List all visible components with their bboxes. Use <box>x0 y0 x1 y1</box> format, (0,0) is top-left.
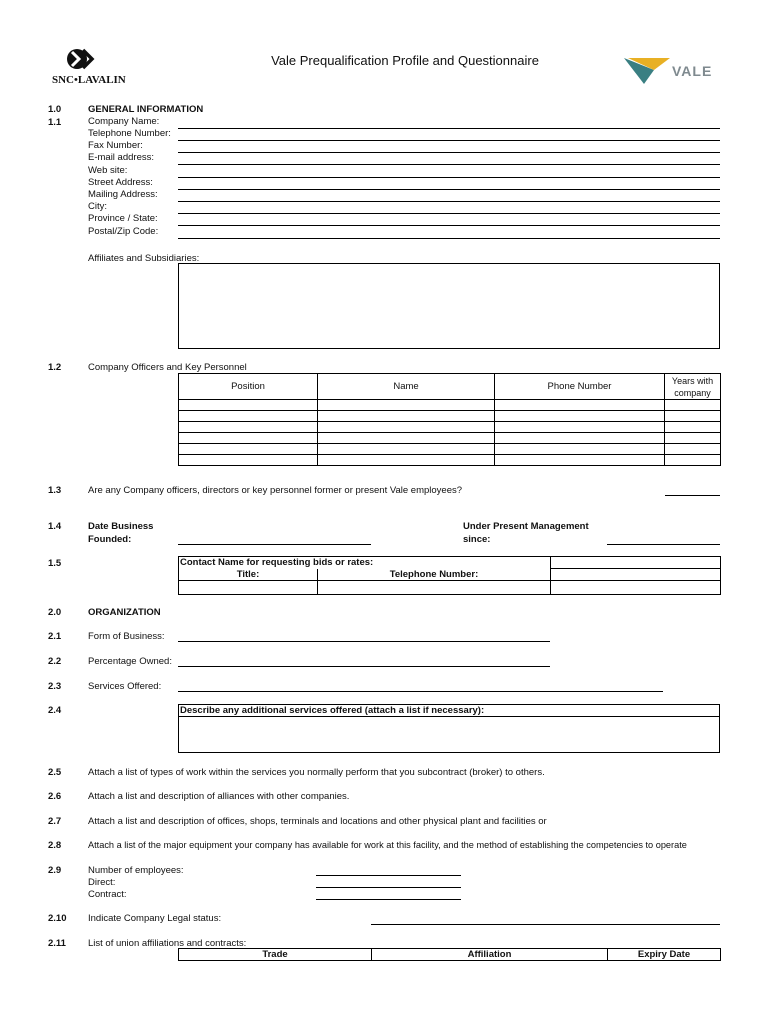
fax-field[interactable] <box>178 152 720 153</box>
field-label-email: E-mail address: <box>88 152 154 163</box>
question-text: Attach a list and description of alliances with other companies. <box>88 791 350 802</box>
column-header: Affiliation <box>372 949 608 961</box>
additional-services-box[interactable] <box>178 704 720 753</box>
table-row[interactable] <box>179 455 721 466</box>
officers-table <box>178 373 721 466</box>
section-number: 2.1 <box>48 631 62 642</box>
table-cell[interactable] <box>179 455 318 466</box>
section-number: 2.6 <box>48 791 62 802</box>
field-label-telephone: Telephone Number: <box>88 128 171 139</box>
contact-phone-field[interactable] <box>318 581 551 595</box>
table-header-row <box>179 374 721 400</box>
vale-logo <box>624 54 724 88</box>
direct-label: Direct: <box>88 877 116 888</box>
contact-name-field[interactable] <box>551 557 721 569</box>
section-number: 1.4 <box>48 521 62 532</box>
employees-label: Number of employees: <box>88 865 184 876</box>
question-text: Attach a list of types of work within the services you normally perform that you subcontract (broker) to others. <box>88 767 545 778</box>
date-business-label: Date Business <box>88 521 154 532</box>
phone-label: Telephone Number: <box>318 569 551 581</box>
section-number: 1.1 <box>48 117 62 128</box>
question-text: Form of Business: <box>88 631 165 642</box>
legal-status-field[interactable] <box>371 924 720 925</box>
question-text: Percentage Owned: <box>88 656 172 667</box>
question-text: Are any Company officers, directors or key personnel former or present Vale employees? <box>88 485 463 496</box>
former-employees-field[interactable] <box>665 495 720 496</box>
contact-table <box>178 556 721 595</box>
section-number: 2.3 <box>48 681 62 692</box>
snc-lavalin-logo <box>52 47 126 89</box>
table-row[interactable] <box>179 444 721 455</box>
table-row <box>179 569 721 581</box>
table-row[interactable] <box>179 400 721 411</box>
table-cell[interactable] <box>665 433 721 444</box>
table-cell[interactable] <box>179 422 318 433</box>
section-number: 2.9 <box>48 865 62 876</box>
section-number: 2.10 <box>48 913 67 924</box>
question-text: Attach a list and description of offices, shops, terminals and locations and other physical plant and facilities or <box>88 816 547 827</box>
mailing-address-field[interactable] <box>178 201 720 202</box>
form-of-business-field[interactable] <box>178 641 550 642</box>
section-number: 2.11 <box>48 938 66 949</box>
since-label: since: <box>463 534 491 545</box>
field-label-website: Web site: <box>88 165 128 176</box>
column-header: Name <box>318 374 495 400</box>
table-row <box>179 557 721 569</box>
table-cell[interactable] <box>665 422 721 433</box>
vale-v-icon <box>624 54 674 86</box>
field-label-company-name: Company Name: <box>88 116 160 127</box>
section-number: 2.8 <box>48 840 62 851</box>
column-header: Expiry Date <box>608 949 721 961</box>
vale-logo-text: VALE <box>672 63 713 79</box>
employees-total-field[interactable] <box>316 875 461 876</box>
services-offered-field[interactable] <box>178 691 663 692</box>
website-field[interactable] <box>178 177 720 178</box>
page-title: Vale Prequalification Profile and Questionnaire <box>271 53 539 68</box>
field-label-fax: Fax Number: <box>88 140 143 151</box>
section-number: 1.2 <box>48 362 62 373</box>
management-since-field[interactable] <box>607 544 720 545</box>
affiliates-textbox[interactable] <box>178 263 720 349</box>
additional-services-label: Describe any additional services offered (attach a list if necessary): <box>179 705 719 717</box>
table-cell[interactable] <box>318 444 495 455</box>
snc-logo-text: SNC•LAVALIN <box>52 74 126 86</box>
column-header: Trade <box>179 949 372 961</box>
column-header: Phone Number <box>495 374 665 400</box>
table-row[interactable] <box>179 433 721 444</box>
table-row[interactable] <box>179 422 721 433</box>
table-cell[interactable] <box>179 433 318 444</box>
table-cell[interactable] <box>495 411 665 422</box>
column-header: Position <box>179 374 318 400</box>
postal-field[interactable] <box>178 238 720 239</box>
table-cell[interactable] <box>179 411 318 422</box>
table-cell[interactable] <box>318 411 495 422</box>
field-label-province: Province / State: <box>88 213 158 224</box>
table-cell[interactable] <box>551 581 721 595</box>
company-name-field[interactable] <box>178 128 720 129</box>
section-number: 2.7 <box>48 816 62 827</box>
email-field[interactable] <box>178 164 720 165</box>
table-cell[interactable] <box>179 400 318 411</box>
employees-direct-field[interactable] <box>316 887 461 888</box>
province-field[interactable] <box>178 225 720 226</box>
management-label: Under Present Management <box>463 521 589 532</box>
city-field[interactable] <box>178 213 720 214</box>
table-row[interactable] <box>179 581 721 595</box>
question-text: Indicate Company Legal status: <box>88 913 222 924</box>
founded-label: Founded: <box>88 534 132 545</box>
title-field[interactable] <box>179 581 318 595</box>
section-number: 1.5 <box>48 558 62 569</box>
question-text: Attach a list of the major equipment your company has available for work at this facility, and the method of establishing the competencies to operate <box>88 840 687 850</box>
percentage-owned-field[interactable] <box>178 666 550 667</box>
table-cell[interactable] <box>495 433 665 444</box>
section-number: 2.4 <box>48 705 62 716</box>
founded-field[interactable] <box>178 544 371 545</box>
table-cell[interactable] <box>495 400 665 411</box>
table-cell[interactable] <box>495 444 665 455</box>
contact-label: Contact Name for requesting bids or rates: <box>179 557 551 569</box>
section-number: 1.0 <box>48 104 62 115</box>
table-cell[interactable] <box>665 455 721 466</box>
table-cell[interactable] <box>551 569 721 581</box>
title-label: Title: <box>179 569 318 581</box>
question-text: Services Offered: <box>88 681 162 692</box>
section-heading: GENERAL INFORMATION <box>88 104 204 115</box>
field-label-mailing: Mailing Address: <box>88 189 158 200</box>
section-number: 2.0 <box>48 607 62 618</box>
section-number: 2.2 <box>48 656 62 667</box>
table-cell[interactable] <box>318 422 495 433</box>
table-cell[interactable] <box>665 444 721 455</box>
table-cell[interactable] <box>665 400 721 411</box>
table-cell[interactable] <box>318 433 495 444</box>
contract-label: Contract: <box>88 889 127 900</box>
table-cell[interactable] <box>179 444 318 455</box>
table-cell[interactable] <box>665 411 721 422</box>
table-cell[interactable] <box>495 422 665 433</box>
question-text: List of union affiliations and contracts: <box>88 938 247 949</box>
field-label-postal: Postal/Zip Code: <box>88 226 159 237</box>
telephone-field[interactable] <box>178 140 720 141</box>
officers-label: Company Officers and Key Personnel <box>88 362 247 373</box>
employees-contract-field[interactable] <box>316 899 461 900</box>
column-header: Years with company <box>665 374 721 400</box>
table-cell[interactable] <box>318 400 495 411</box>
field-label-city: City: <box>88 201 107 212</box>
union-table <box>178 948 721 961</box>
table-row[interactable] <box>179 411 721 422</box>
table-cell[interactable] <box>318 455 495 466</box>
section-number: 1.3 <box>48 485 62 496</box>
snc-chevron-icon <box>66 47 96 71</box>
table-cell[interactable] <box>495 455 665 466</box>
table-header-row <box>179 949 721 961</box>
street-address-field[interactable] <box>178 189 720 190</box>
section-number: 2.5 <box>48 767 62 778</box>
field-label-street: Street Address: <box>88 177 153 188</box>
section-heading: ORGANIZATION <box>88 607 161 618</box>
affiliates-label: Affiliates and Subsidiaries: <box>88 253 200 264</box>
